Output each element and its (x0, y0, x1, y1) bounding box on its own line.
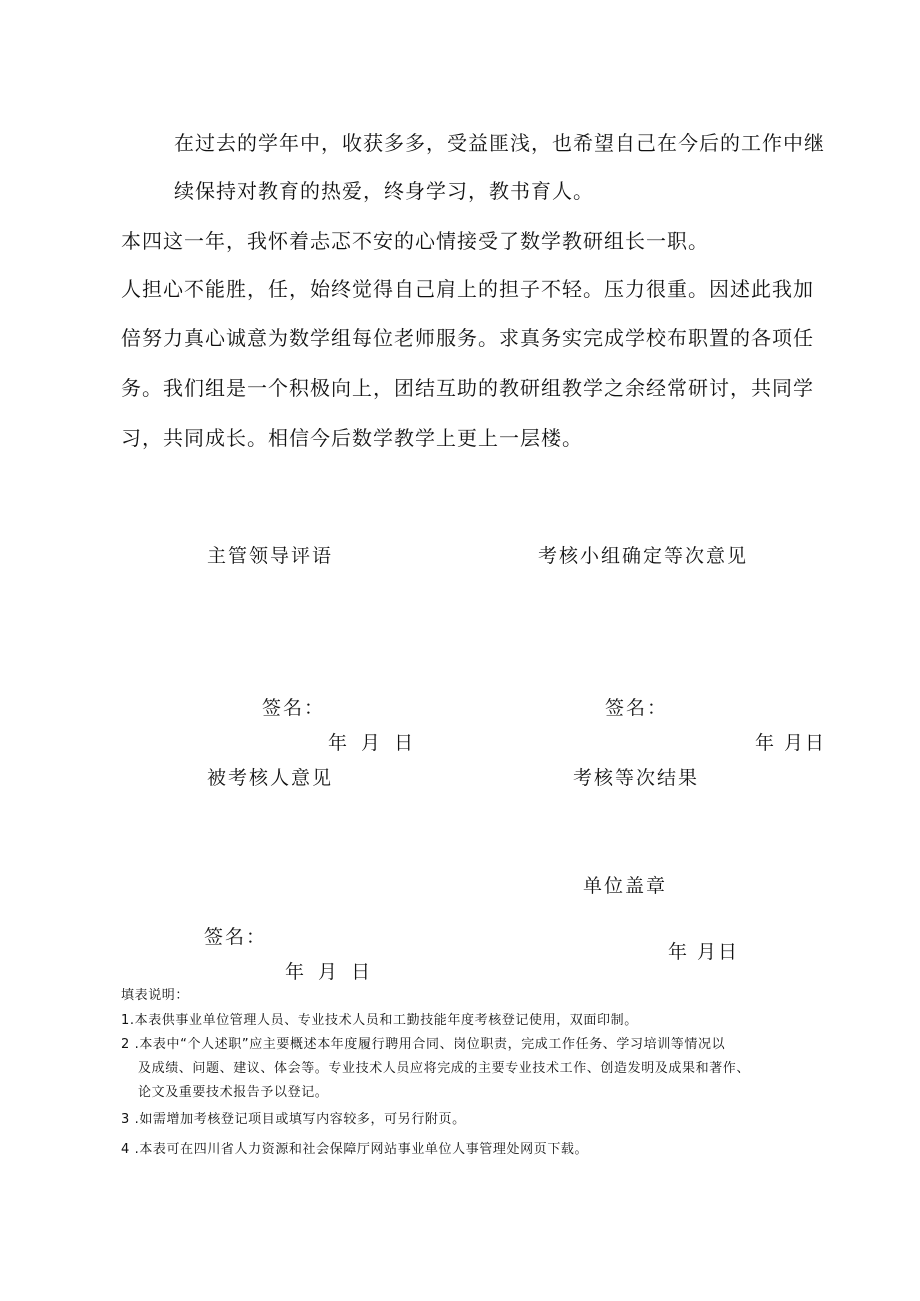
leader-comment-heading: 主管领导评语 (207, 545, 334, 567)
para2-line3: 倍努力真心诚意为数学组每位老师服务。求真务实完成学校布职置的各项任 (121, 326, 814, 350)
date-self: 年 月 日 (285, 961, 373, 983)
note-2-line1: 2 .本表中“个人述职”应主要概述本年度履行聘用合同、岗位职责，完成工作任务、学习培训等情况以 (121, 1037, 726, 1052)
date-result: 年 月日 (668, 941, 740, 963)
note-1: 1.本表供事业单位管理人员、专业技术人员和工勤技能年度考核登记使用，双面印制。 (121, 1013, 638, 1028)
signature-label-leader: 签名： (262, 697, 326, 719)
note-4: 4 .本表可在四川省人力资源和社会保障厅网站事业单位人事管理处网页下载。 (121, 1142, 589, 1157)
para2-line4: 务。我们组是一个积极向上，团结互助的教研组教学之余经常研讨，共同学 (121, 376, 814, 400)
group-opinion-heading: 考核小组确定等次意见 (538, 545, 749, 567)
unit-seal-label: 单位盖章 (583, 875, 668, 897)
note-2-line2: 及成绩、问题、建议、体会等。专业技术人员应将完成的主要专业技术工作、创造发明及成果和著作、 (138, 1061, 751, 1076)
result-heading: 考核等次结果 (573, 767, 700, 789)
signature-label-group: 签名： (605, 697, 669, 719)
para1-line2: 续保持对教育的热爱，终身学习，教书育人。 (174, 179, 594, 203)
self-opinion-heading: 被考核人意见 (207, 767, 334, 789)
note-3: 3 .如需增加考核登记项目或填写内容较多，可另行附页。 (121, 1112, 466, 1127)
date-leader: 年 月 日 (328, 732, 416, 754)
para2-line1: 本四这一年，我怀着忐忑不安的心情接受了数学教研组长一职。 (121, 229, 709, 253)
para1-line1: 在过去的学年中，收获多多，受益匪浅，也希望自己在今后的工作中继 (174, 131, 825, 155)
para2-line5: 习，共同成长。相信今后数学教学上更上一层楼。 (121, 426, 583, 450)
note-2-line3: 论文及重要技术报告予以登记。 (138, 1085, 329, 1100)
date-group: 年 月日 (755, 732, 827, 754)
para2-line2: 人担心不能胜，任，始终觉得自己肩上的担子不轻。压力很重。因述此我加 (121, 277, 814, 301)
notes-title: 填表说明： (121, 988, 190, 1003)
signature-label-self: 签名： (204, 926, 268, 948)
